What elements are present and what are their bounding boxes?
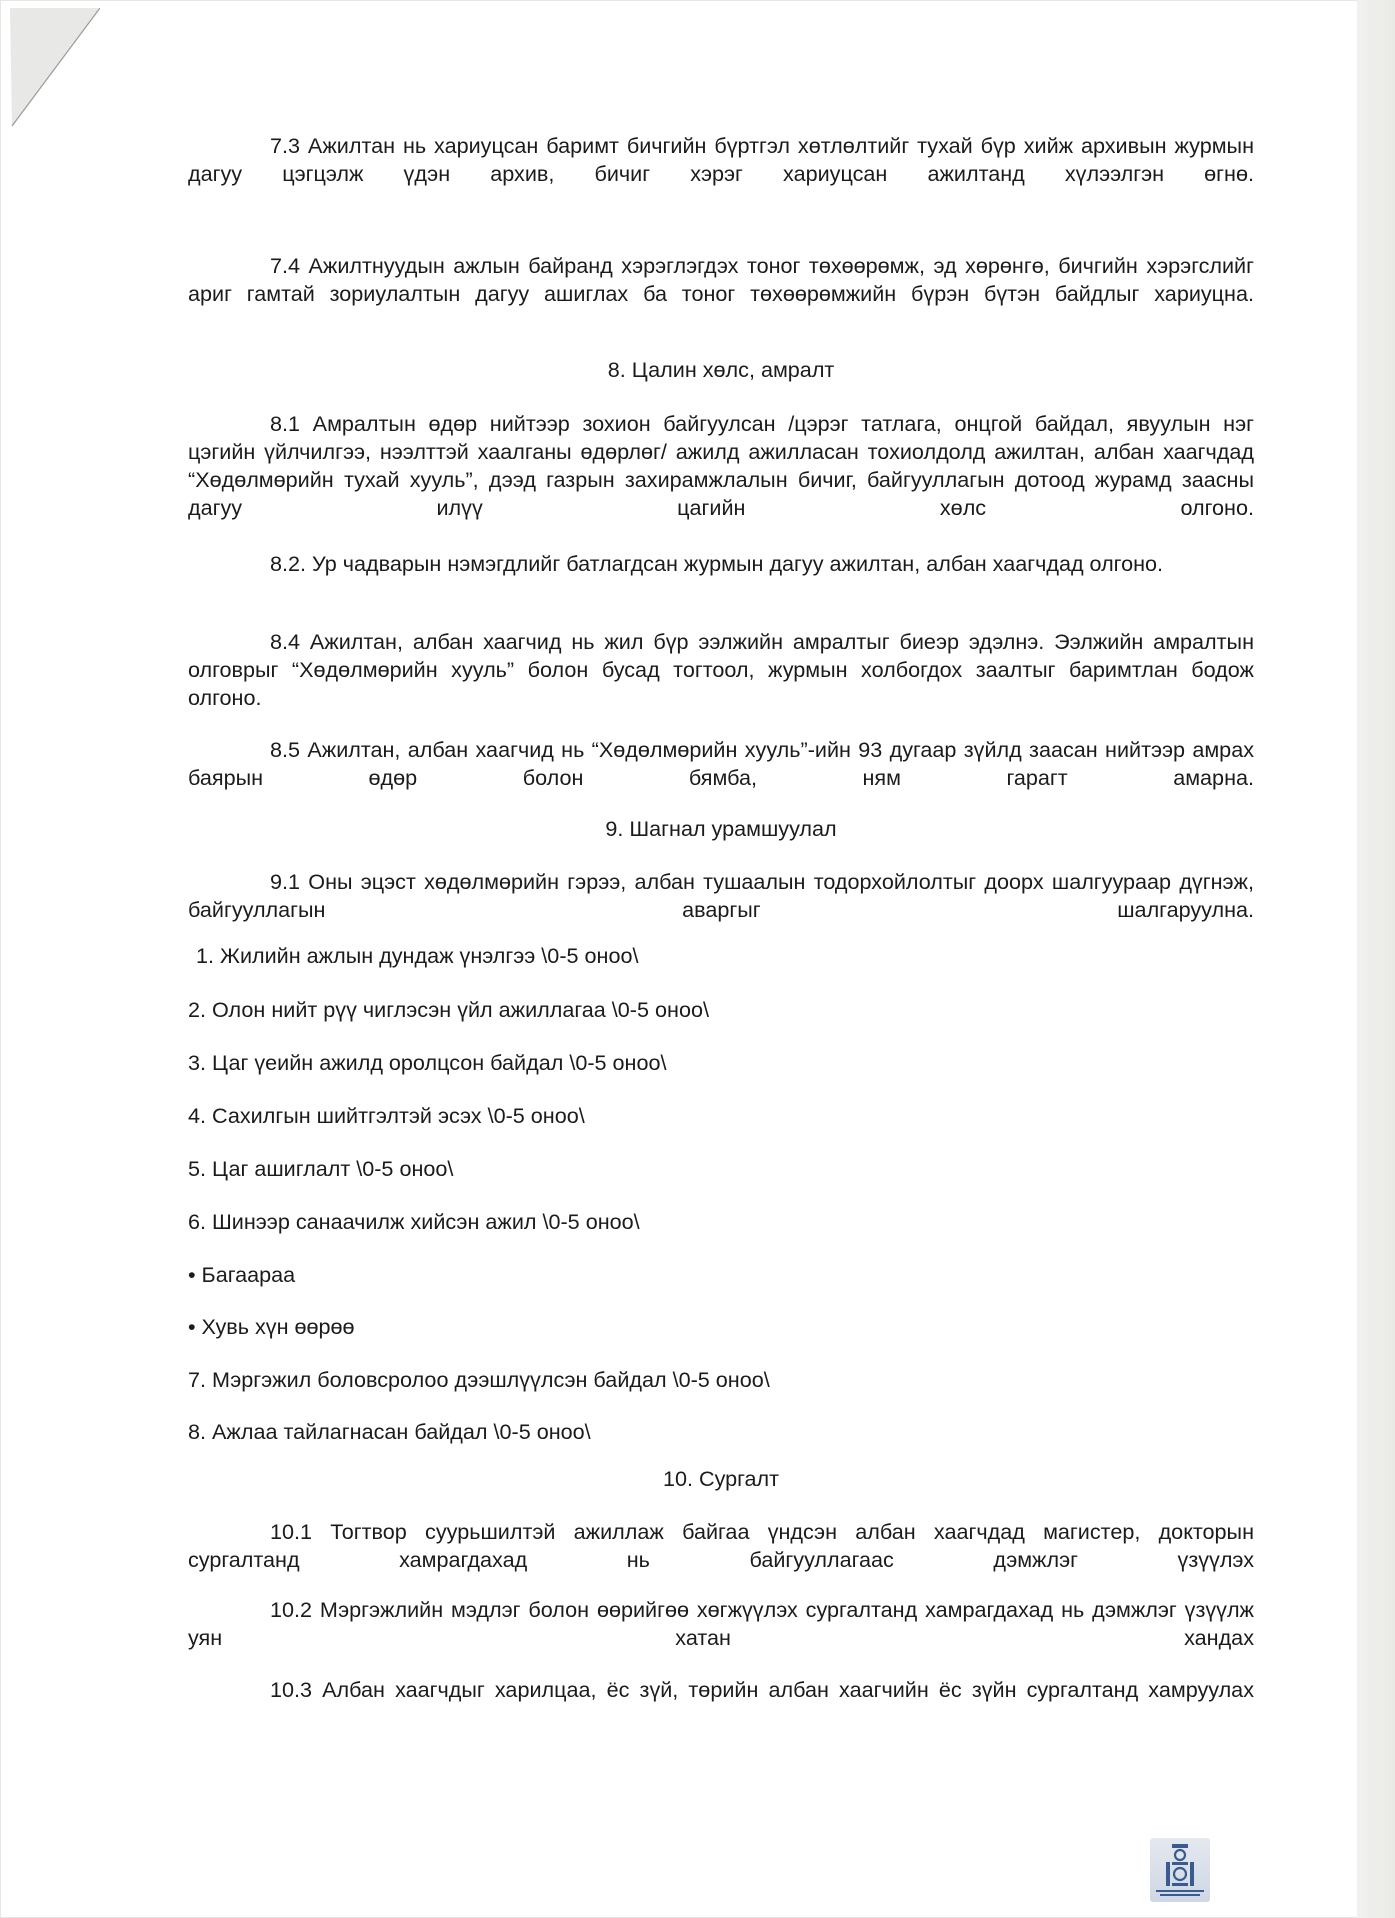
section-heading-8: 8. Цалин хөлс, амралт <box>607 357 835 382</box>
criteria-item: 4. Сахилгын шийтгэлтэй эсэх \0-5 оноо\ <box>188 1103 585 1128</box>
criteria-item: 1. Жилийн ажлын дундаж үнэлгээ \0-5 оноо\ <box>196 943 639 968</box>
paragraph-8-5: 8.5 Ажилтан, албан хаагчид нь “Хөдөлмөрийн хууль”-ийн 93 дугаар зүйлд заасан нийтээр амрах баярын өдөр болон бямба, ням гарагт амарна. <box>188 737 1254 790</box>
section-heading-10: 10. Сургалт <box>662 1466 780 1491</box>
paragraph-7-4: 7.4 Ажилтнуудын ажлын байранд хэрэглэгдэх тоног төхөөрөмж, эд хөрөнгө, бичгийн хэрэгслийг ариг гамтай зориулалтын дагуу ашиглах ба тоног төхөөрөмжийн бүрэн бүтэн байдлыг хариуцна. <box>188 253 1254 306</box>
criteria-subitem: • Багаараа <box>188 1262 296 1287</box>
paragraph-8-1: 8.1 Амралтын өдөр нийтээр зохион байгуулсан /цэрэг татлага, онцгой байдал, явуулын нэг цэгийн үйлчилгээ, нээлттэй хаалганы өдөрлөг/ ажилд ажилласан тохиолдолд ажилтан, албан хаагчдад “Хөдөлмөрийн тухай хууль”, дээд газрын захирамжлалын бичиг, байгууллагын дотоод журамд заасны дагуу илүү цагийн хөлс олгоно. <box>188 411 1254 520</box>
criteria-item: 8. Ажлаа тайлагнасан байдал \0-5 оноо\ <box>188 1419 591 1444</box>
paragraph-10-2: 10.2 Мэргэжлийн мэдлэг болон өөрийгөө хөгжүүлэх сургалтанд хамрагдахад нь дэмжлэг үзүүлж уян хатан хандах <box>188 1597 1254 1650</box>
criteria-item: 3. Цаг үеийн ажилд оролцсон байдал \0-5 оноо\ <box>188 1050 667 1075</box>
paragraph-10-1: 10.1 Тогтвор суурьшилтэй ажиллаж байгаа үндсэн албан хаагчдад магистер, докторын сургалтанд хамрагдахад нь байгууллагаас дэмжлэг үзүүлэх <box>188 1519 1254 1572</box>
scan-corner-mark <box>10 8 100 128</box>
criteria-item: 7. Мэргэжил боловсролоо дээшлүүлсэн байдал \0-5 оноо\ <box>188 1367 770 1392</box>
soyombo-emblem-icon <box>1150 1838 1210 1902</box>
paragraph-9-1: 9.1 Оны эцэст хөдөлмөрийн гэрээ, албан тушаалын тодорхойлолтыг доорх шалгуураар дүгнэж, байгууллагын аваргыг шалгаруулна. <box>188 869 1254 922</box>
criteria-item: 6. Шинээр санаачилж хийсэн ажил \0-5 оноо\ <box>188 1209 640 1234</box>
criteria-item: 2. Олон нийт рүү чиглэсэн үйл ажиллагаа \0-5 оноо\ <box>188 997 709 1022</box>
section-heading-9: 9. Шагнал урамшуулал <box>605 816 837 841</box>
paragraph-8-4: 8.4 Ажилтан, албан хаагчид нь жил бүр ээлжийн амралтыг биеэр эдэлнэ. Ээлжийн амралтын олговрыг “Хөдөлмөрийн хууль” болон бусад тогтоол, журмын холбогдох заалтыг баримтлан бодож олгоно. <box>188 629 1254 710</box>
criteria-item: 5. Цаг ашиглалт \0-5 оноо\ <box>188 1156 454 1181</box>
paragraph-8-2: 8.2. Ур чадварын нэмэгдлийг батлагдсан журмын дагуу ажилтан, албан хаагчдад олгоно. <box>270 551 1164 576</box>
criteria-subitem: • Хувь хүн өөрөө <box>188 1314 355 1339</box>
scan-edge <box>1357 0 1395 1918</box>
paragraph-10-3: 10.3 Албан хаагчдыг харилцаа, ёс зүй, төрийн албан хаагчийн ёс зүйн сургалтанд хамруулах <box>270 1677 1254 1702</box>
government-seal-logo <box>1150 1838 1210 1902</box>
paragraph-7-3: 7.3 Ажилтан нь хариуцсан баримт бичгийн бүртгэл хөтлөлтийг тухай бүр хийж архивын журмын дагуу цэгцэлж үдэн архив, бичиг хэрэг хариуцсан ажилтанд хүлээлгэн өгнө. <box>188 133 1254 186</box>
